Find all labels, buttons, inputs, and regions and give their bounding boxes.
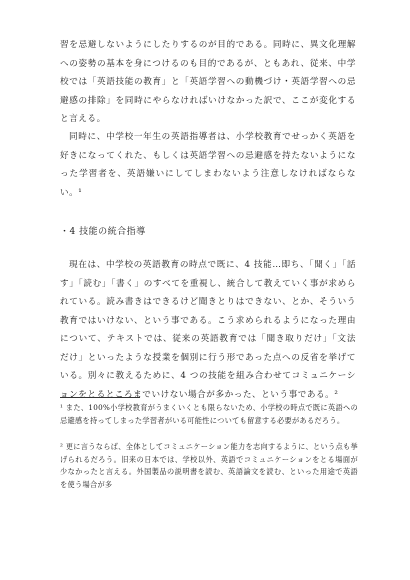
footnote-divider [60,397,140,398]
paragraph-intro: 習を忌避しないようにしたりするのが目的である。同時に、異文化理解への姿勢の基本を身につけるのも目的であるが、ともあれ、従来、中学校では「英語技能の教育」と「英語学習への動機づけ・英語学習への忌避感の排除」を同時にやらなければいけなかった訳で、ここが変化すると言える。 [60,40,356,124]
footnote-1: ¹ また、100%小学校教育がうまくいくとも限らないため、小学校の時点で既に英語への忌避感を持ってしまった学習者がいる可能性についても留意する必要があるだろう。 [60,403,358,425]
paragraph-four-skills: 現在は、中学校の英語教育の時点で既に、4 技能…即ち、「聞く」「話す」「読む」「書く」のすべてを重視し、統合して教えていく事が求められている。読み書きはできるけど聞きとりはできない、とか、そういう教育ではいけない、という事である。こう求められるようになった理由について、テキストでは、従来の英語教育では「聞き取りだけ」「文法だけ」といったような授業を個別に行う形であった点への反省を挙げている。別々に教えるために、4 つの技能を組み合わせてコミュニケーションをとるところまでいけない場合が多かった、という事である。² [60,260,356,400]
paragraph-first-year-teachers: 同時に、中学校一年生の英語指導者は、小学校教育でせっかく英語を好きになってくれた、もしくは英語学習への忌避感を持たないようになった学習者を、英語嫌いにしてしまわないよう注意しなければならない。¹ [60,132,356,198]
section-heading: ・4 技能の統合指導 [60,227,146,237]
footnote-2: ² 更に言うならば、全体としてコミュニケーション能力を志向するように、という点も挙げられるだろう。旧来の日本では、学校以外、英語でコミュニケーションをとる場面が少なかったと言える。外国製品の説明書を読む、英語論文を読む、といった用途で英語を使う場合が多 [60,442,358,489]
